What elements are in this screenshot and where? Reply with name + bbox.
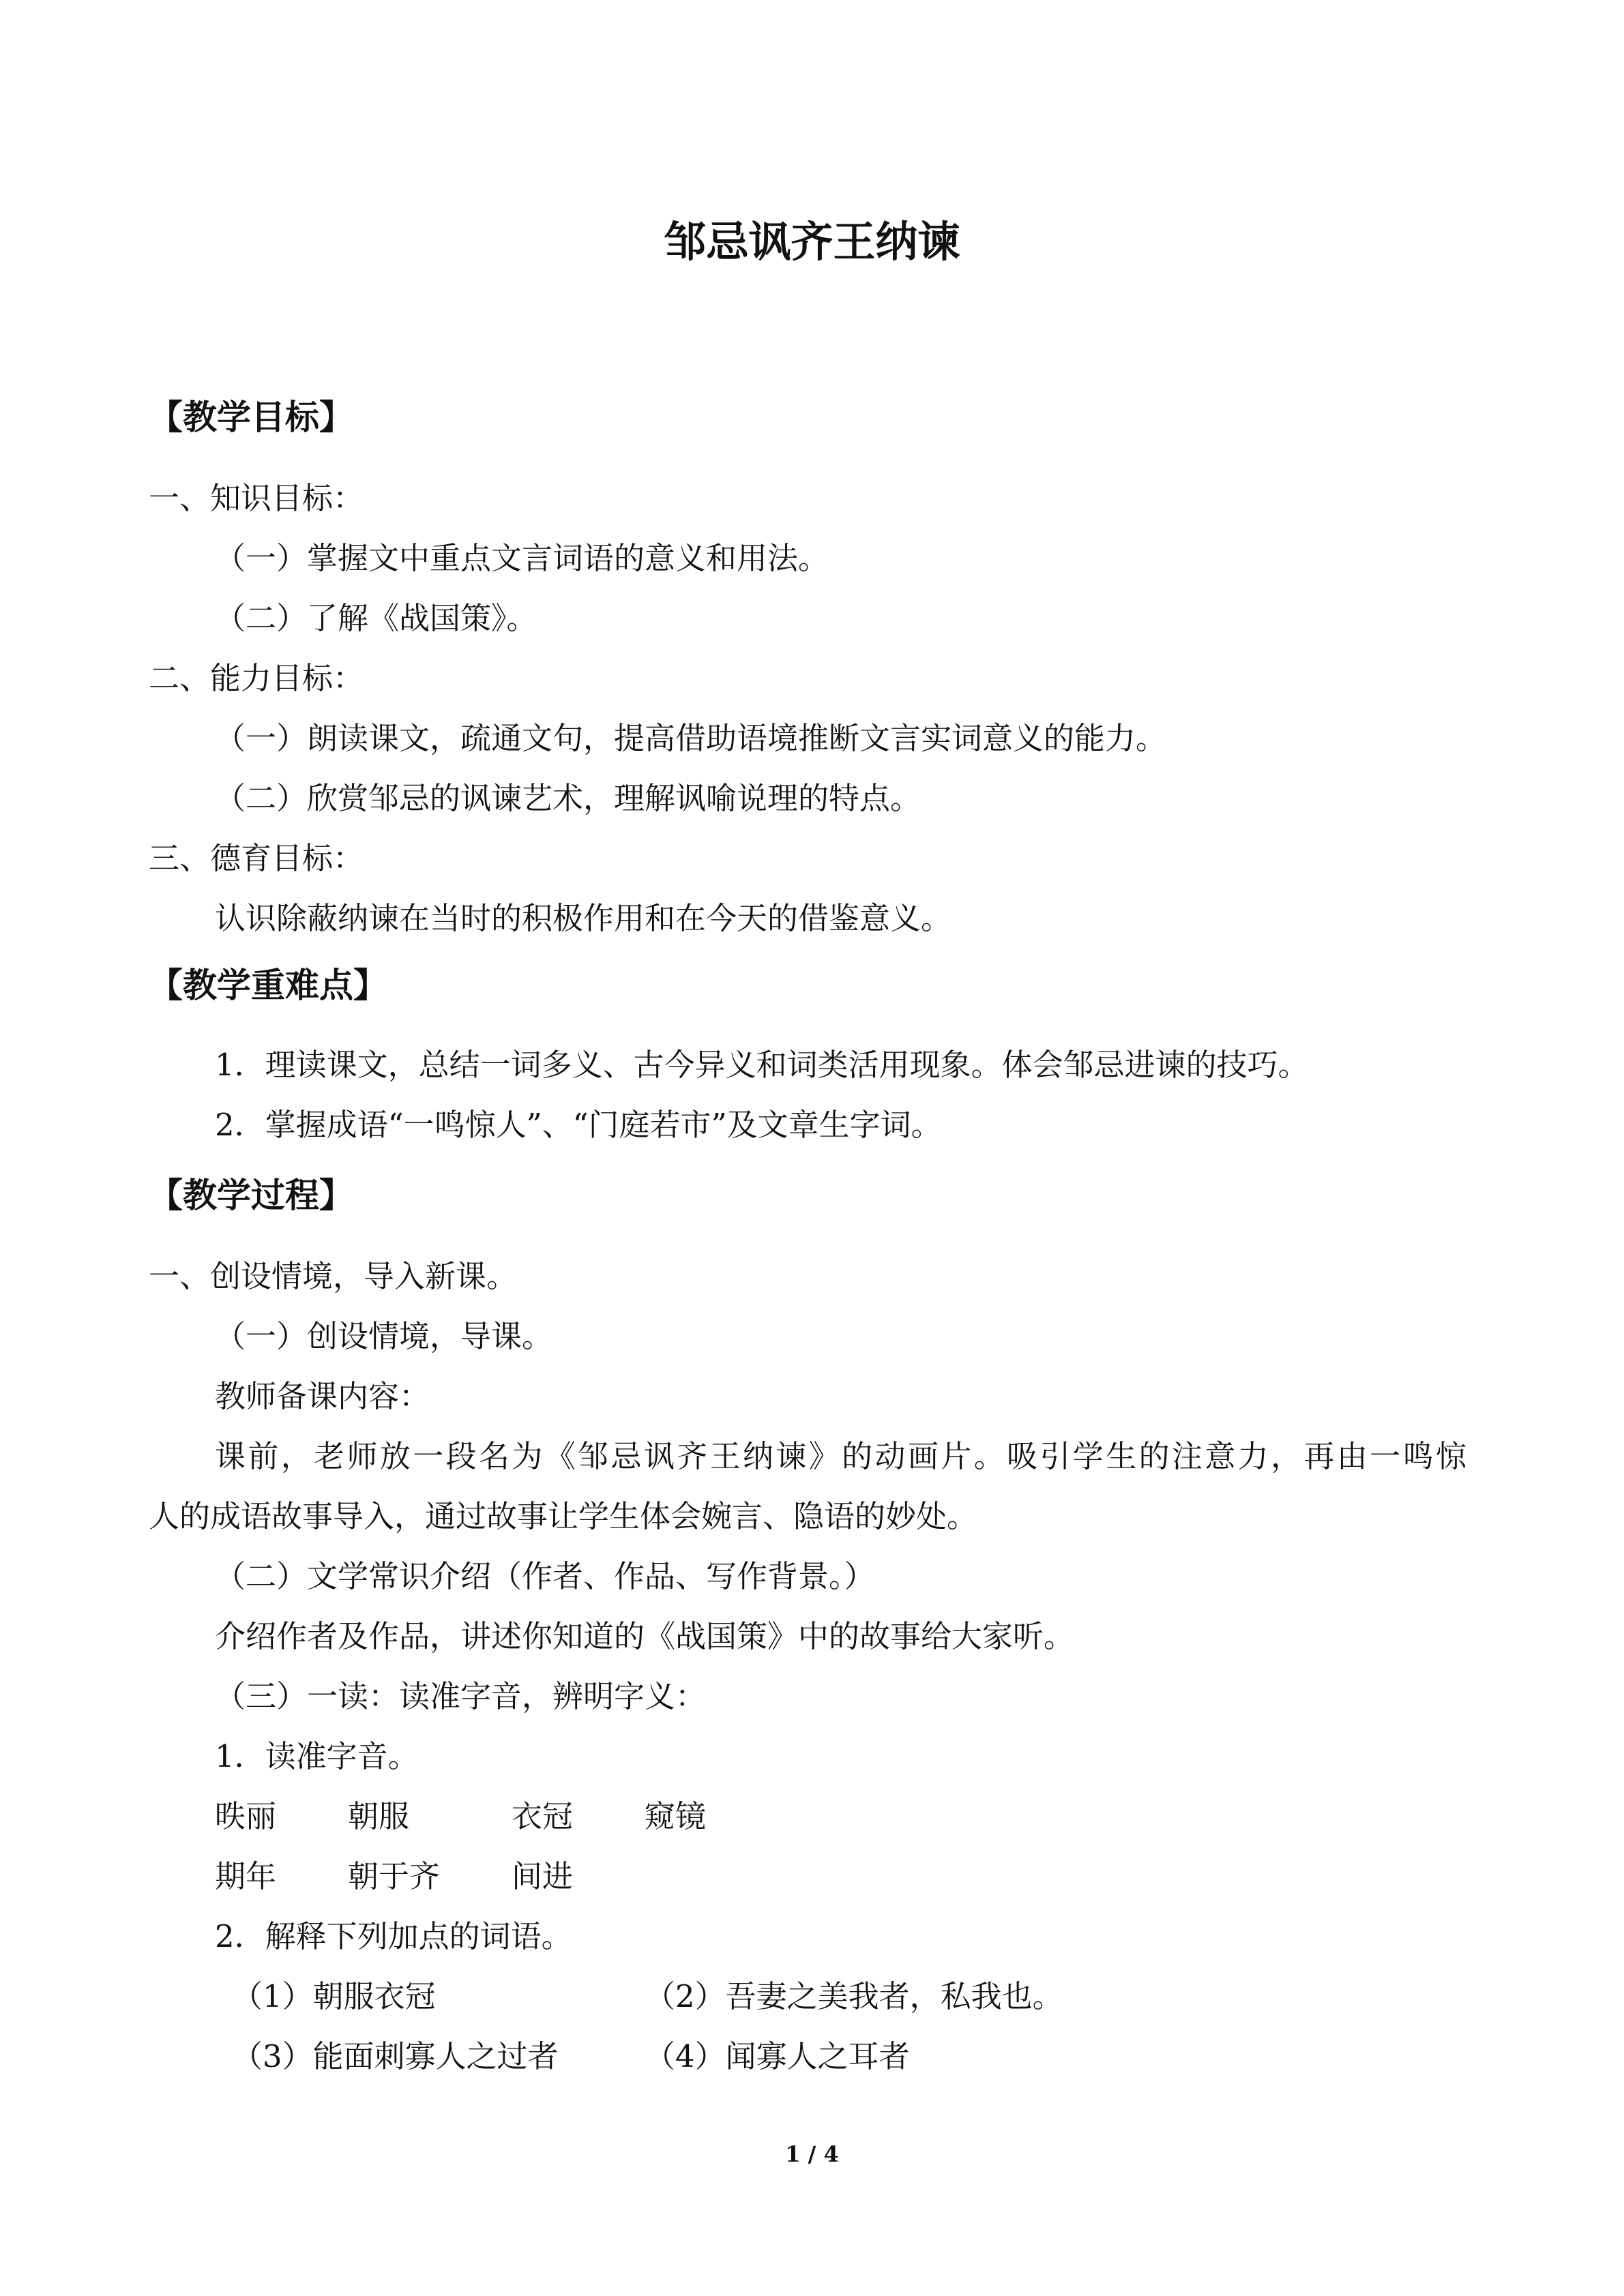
pronunciation-label: 1．读准字音。 — [215, 1738, 419, 1774]
page-title: 邹忌讽齐王纳谏 — [664, 217, 960, 267]
explain-item-4: （4）闻寡人之耳者 — [645, 2038, 910, 2074]
explain-item-3: （3）能面刺寡人之过者 — [232, 2038, 559, 2074]
knowledge-goal-2: （二）了解《战国策》。 — [215, 600, 537, 636]
keypoint-1: 1．理读课文，总结一词多义、古今异义和词类活用现象。体会邹忌进谏的技巧。 — [215, 1047, 1309, 1083]
ability-goal-1: （一）朗读课文，疏通文句，提高借助语境推断文言实词意义的能力。 — [215, 720, 1167, 756]
process-step-1-3: （三）一读：读准字音，辨明字义： — [215, 1678, 707, 1714]
pron-word: 衣冠 — [512, 1798, 574, 1834]
ability-goal-heading: 二、能力目标： — [149, 660, 364, 696]
explain-item-1: （1）朝服衣冠 — [232, 1978, 436, 2014]
moral-goal-heading: 三、德育目标： — [149, 840, 364, 876]
process-step-1-2-text: 介绍作者及作品，讲述你知道的《战国策》中的故事给大家听。 — [215, 1618, 1075, 1654]
pron-word: 期年 — [215, 1858, 277, 1894]
moral-goal-1: 认识除蔽纳谏在当时的积极作用和在今天的借鉴意义。 — [215, 900, 952, 936]
pron-word: 窥镜 — [645, 1798, 707, 1834]
process-step-1-1: （一）创设情境，导课。 — [215, 1318, 553, 1354]
knowledge-goal-1: （一）掌握文中重点文言词语的意义和用法。 — [215, 540, 829, 576]
section-heading-process: 【教学过程】 — [149, 1176, 353, 1215]
section-heading-goals: 【教学目标】 — [149, 398, 353, 437]
process-step-1: 一、创设情境，导入新课。 — [149, 1258, 518, 1294]
explain-label: 2．解释下列加点的词语。 — [215, 1918, 572, 1954]
pron-word: 朝服 — [348, 1798, 410, 1834]
section-heading-keypoints: 【教学重难点】 — [149, 966, 387, 1005]
ability-goal-2: （二）欣赏邹忌的讽谏艺术，理解讽喻说理的特点。 — [215, 780, 921, 816]
pron-word: 昳丽 — [215, 1798, 277, 1834]
page-number: 1 / 4 — [785, 2141, 839, 2167]
process-step-1-2: （二）文学常识介绍（作者、作品、写作背景。） — [215, 1558, 875, 1594]
prep-label: 教师备课内容： — [215, 1378, 430, 1414]
knowledge-goal-heading: 一、知识目标： — [149, 480, 364, 516]
prep-paragraph-line-2: 人的成语故事导入，通过故事让学生体会婉言、隐语的妙处。 — [149, 1498, 978, 1534]
keypoint-2: 2．掌握成语“一鸣惊人”、“门庭若市”及文章生字词。 — [215, 1107, 942, 1143]
pron-word: 朝于齐 — [348, 1858, 441, 1894]
explain-item-2: （2）吾妻之美我者，私我也。 — [645, 1978, 1063, 2014]
prep-paragraph-line-1: 课前，老师放一段名为《邹忌讽齐王纳谏》的动画片。吸引学生的注意力，再由一鸣惊 — [215, 1438, 1466, 1474]
pron-word: 间进 — [512, 1858, 574, 1894]
